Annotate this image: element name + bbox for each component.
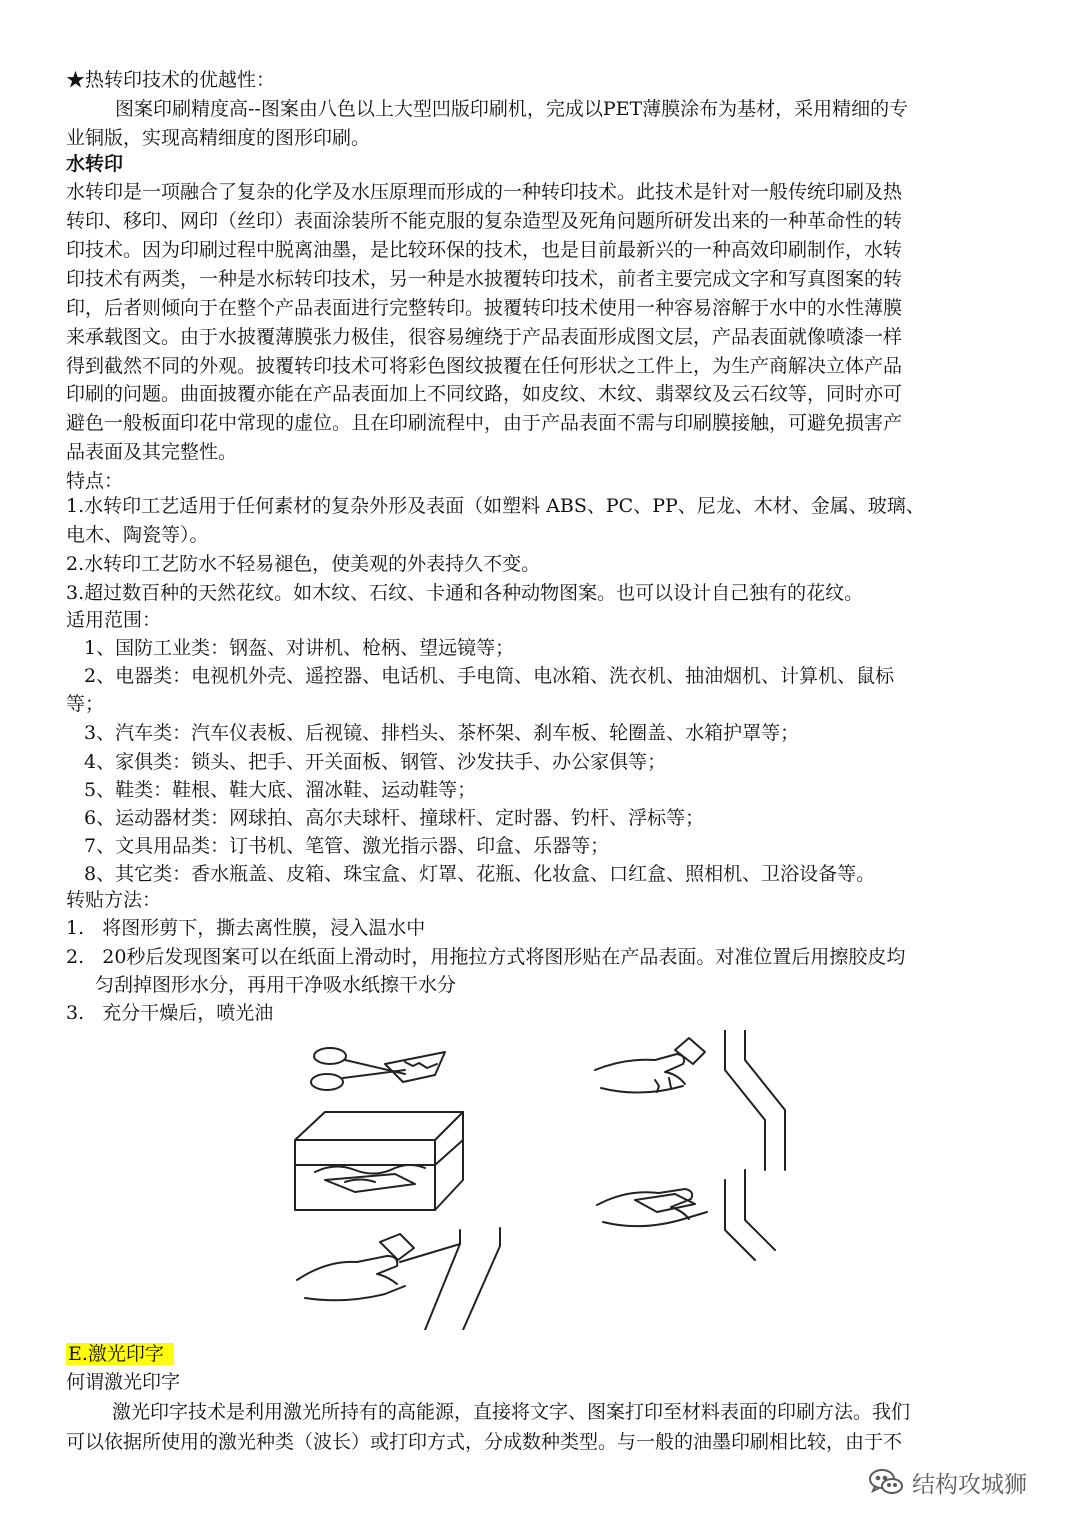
list-item: 6、运动器材类：网球拍、高尔夫球杆、撞球杆、定时器、钓杆、浮标等； bbox=[84, 807, 705, 829]
list-item: 电木、陶瓷等）。 bbox=[66, 524, 209, 546]
paragraph-line: 避色一般板面印花中常现的虚位。且在印刷流程中，由于产品表面不需与印刷膜接触，可避免损害产 bbox=[66, 412, 903, 434]
paragraph-line: 业铜版，实现高精细度的图形印刷。 bbox=[66, 127, 371, 149]
list-item: 3.超过数百种的天然花纹。如木纹、石纹、卡通和各种动物图案。也可以设计自己独有的花纹。 bbox=[66, 582, 864, 604]
paragraph-line: 激光印字技术是利用激光所持有的高能源，直接将文字、图案打印至材料表面的印刷方法。我们 bbox=[112, 1401, 911, 1423]
list-item: 2.水转印工艺防水不轻易褪色，使美观的外表持久不变。 bbox=[66, 553, 541, 575]
paragraph-line: 得到截然不同的外观。披覆转印技术可将彩色图纹披覆在任何形状之工件上，为生产商解决立体产品 bbox=[66, 355, 903, 377]
paragraph-line: 印，后者则倾向于在整个产品表面进行完整转印。披覆转印技术使用一种容易溶解于水中的水性薄膜 bbox=[66, 297, 903, 319]
paragraph-line: 转印、移印、网印（丝印）表面涂装所不能克服的复杂造型及死角问题所研发出来的一种革命性的转 bbox=[66, 210, 903, 232]
paragraph-line: 印技术有两类，一种是水标转印技术，另一种是水披覆转印技术，前者主要完成文字和写真图案的转 bbox=[66, 268, 903, 290]
section-title-water-transfer: 水转印 bbox=[66, 153, 124, 175]
step-item: 匀刮掉图形水分，再用干净吸水纸擦干水分 bbox=[95, 974, 457, 996]
hand-slide-icon bbox=[597, 1170, 775, 1260]
water-tray-icon bbox=[295, 1112, 463, 1210]
scope-heading: 适用范围： bbox=[66, 609, 162, 631]
scissors-icon bbox=[311, 1048, 445, 1090]
paragraph-line: 来承载图文。由于水披覆薄膜张力极佳，很容易缠绕于产品表面形成图文层，产品表面就像喷漆一样 bbox=[66, 326, 903, 348]
list-item: 1.水转印工艺适用于任何素材的复杂外形及表面（如塑料 ABS、PC、PP、尼龙、木材、金属、玻璃、 bbox=[66, 495, 925, 517]
section-title-laser-print bbox=[66, 1340, 1026, 1369]
paragraph-line: 图案印刷精度高--图案由八色以上大型凹版印刷机，完成以PET薄膜涂布为基材，采用精细的专 bbox=[115, 98, 909, 120]
paragraph-line: 水转印是一项融合了复杂的化学及水压原理而形成的一种转印技术。此技术是针对一般传统印刷及热 bbox=[66, 181, 903, 203]
method-heading: 转贴方法： bbox=[66, 889, 162, 911]
step-item: 1. 将图形剪下，撕去离性膜，浸入温水中 bbox=[66, 917, 426, 939]
paragraph-line: 品表面及其完整性。 bbox=[66, 441, 238, 463]
advantage-heading: ★热转印技术的优越性： bbox=[66, 69, 276, 91]
list-item: 8、其它类：香水瓶盖、皮箱、珠宝盒、灯罩、花瓶、化妆盒、口红盒、照相机、卫浴设备等。 bbox=[84, 863, 876, 885]
list-item: 1、国防工业类：钢盔、对讲机、枪柄、望远镜等； bbox=[84, 637, 515, 659]
list-item: 5、鞋类：鞋根、鞋大底、溜冰鞋、运动鞋等； bbox=[84, 779, 477, 801]
step-item: 3. 充分干燥后，喷光油 bbox=[66, 1002, 274, 1024]
paragraph-line: 可以依据所使用的激光种类（波长）或打印方式，分成数种类型。与一般的油墨印刷相比较，由于不 bbox=[66, 1431, 903, 1453]
paragraph-line: 印刷的问题。曲面披覆亦能在产品表面加上不同纹路，如皮纹、木纹、翡翠纹及云石纹等，同时亦可 bbox=[66, 383, 903, 405]
list-item: 等； bbox=[66, 693, 105, 715]
wechat-icon bbox=[868, 1467, 904, 1497]
step-item: 2. 20秒后发现图案可以在纸面上滑动时，用拖拉方式将图形贴在产品表面。对准位置后用擦胶皮均 bbox=[66, 946, 906, 968]
hand-apply-icon bbox=[297, 1228, 500, 1330]
features-heading: 特点： bbox=[66, 470, 124, 492]
hand-peel-icon bbox=[595, 1030, 785, 1170]
list-item: 4、家俱类：锁头、把手、开关面板、钢管、沙发扶手、办公家俱等； bbox=[84, 751, 667, 773]
subheading: 何谓激光印字 bbox=[66, 1371, 181, 1393]
highlighted-heading: E.激光印字 bbox=[66, 1343, 174, 1365]
watermark bbox=[868, 1462, 1027, 1502]
list-item: 2、电器类：电视机外壳、遥控器、电话机、手电筒、电冰箱、洗衣机、抽油烟机、计算机、鼠标 bbox=[84, 665, 895, 687]
list-item: 7、文具用品类：订书机、笔管、激光指示器、印盒、乐器等； bbox=[84, 835, 610, 857]
watermark-text: 结构攻城狮 bbox=[912, 1471, 1027, 1498]
paragraph-line: 印技术。因为印刷过程中脱离油墨，是比较环保的技术，也是目前最新兴的一种高效印刷制作，水转 bbox=[66, 239, 903, 261]
transfer-steps-illustration bbox=[285, 1030, 795, 1330]
list-item: 3、汽车类：汽车仪表板、后视镜、排档头、茶杯架、刹车板、轮圈盖、水箱护罩等； bbox=[84, 722, 800, 744]
